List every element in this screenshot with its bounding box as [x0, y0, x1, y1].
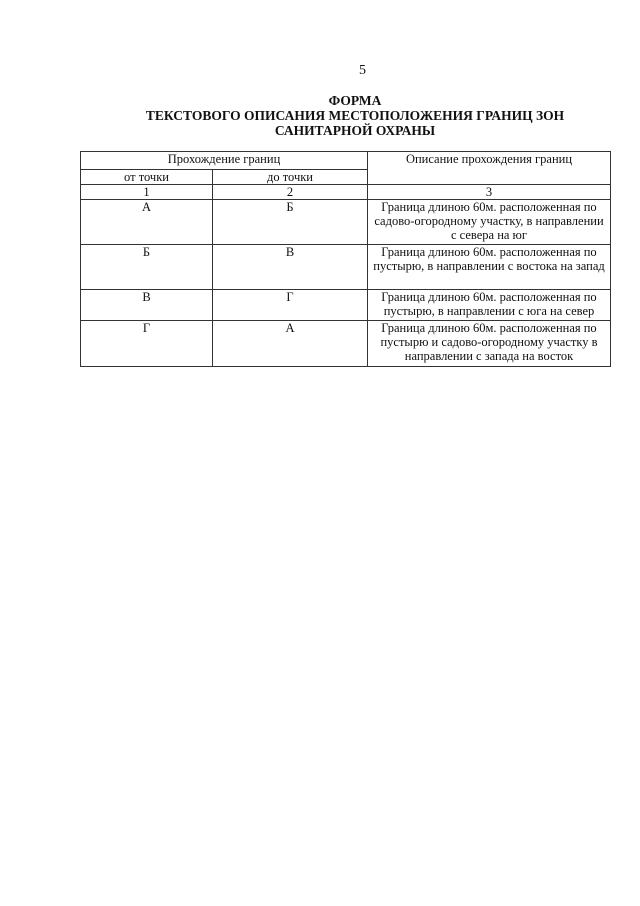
page-number: 5: [359, 63, 366, 78]
row-description: Граница длиною 60м. расположенная по пустырю, в направлении с востока на запад: [368, 245, 611, 290]
title-line-3: САНИТАРНОЙ ОХРАНЫ: [274, 123, 436, 138]
column-number-1: 1: [81, 185, 213, 200]
row-description: Граница длиною 60м. расположенная по пустырю, в направлении с юга на север: [368, 290, 611, 321]
table-column-numbers-row: [81, 185, 611, 200]
row-to-point: А: [213, 321, 368, 367]
row-from-point: Г: [81, 321, 213, 367]
row-to-point: Г: [213, 290, 368, 321]
header-description: Описание прохождения границ: [368, 152, 611, 185]
row-from-point: Б: [81, 245, 213, 290]
header-from-point: от точки: [81, 170, 213, 185]
row-description: Граница длиною 60м. расположенная по садово-огородному участку, в направлении с севера на юг: [368, 200, 611, 245]
boundary-description-table: [80, 151, 611, 367]
column-number-2: 2: [213, 185, 368, 200]
table-row: [81, 200, 611, 245]
row-description: Граница длиною 60м. расположенная по пустырю и садово-огородному участку в направлении с запада на восток: [368, 321, 611, 367]
row-from-point: В: [81, 290, 213, 321]
title-line-2: ТЕКСТОВОГО ОПИСАНИЯ МЕСТОПОЛОЖЕНИЯ ГРАНИЦ ЗОН: [145, 108, 565, 123]
column-number-3: 3: [368, 185, 611, 200]
row-to-point: Б: [213, 200, 368, 245]
header-passage: Прохождение границ: [81, 152, 368, 170]
table-row: [81, 321, 611, 367]
table-header-row: [81, 152, 611, 170]
header-to-point: до точки: [213, 170, 368, 185]
table-row: [81, 290, 611, 321]
document-title: [140, 93, 570, 138]
row-to-point: В: [213, 245, 368, 290]
title-line-1: ФОРМА: [328, 93, 382, 108]
table-row: [81, 245, 611, 290]
row-from-point: А: [81, 200, 213, 245]
